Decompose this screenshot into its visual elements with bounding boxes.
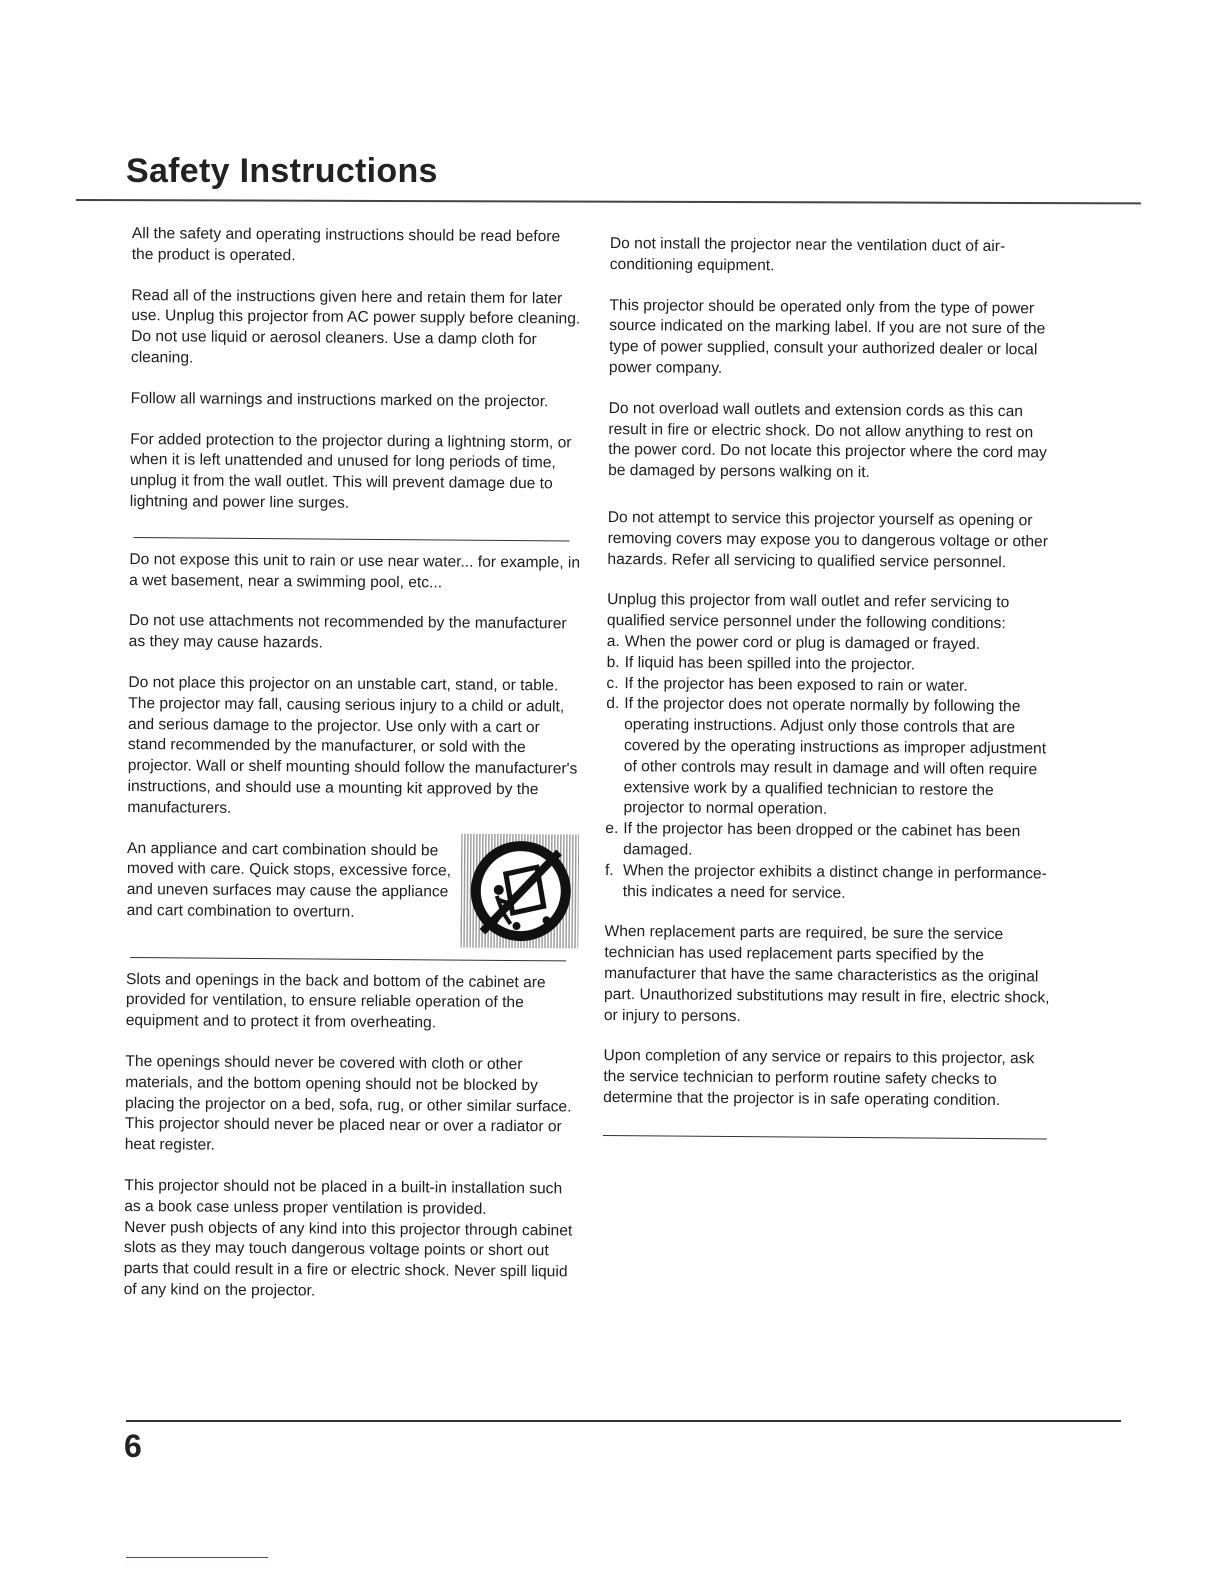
bottom-mark-line: [126, 1557, 268, 1558]
replacement-parts-paragraph: When replacement parts are required, be sure the service technician has used replacement parts specified by the manufacturer that have the same characteristics as the original part. Unauthorized substitutions may result in fire, electric shock, or injury to persons.: [603, 923, 1050, 1025]
list-item: f. When the projector exhibits a distinct change in performance-this indicates a need for service.: [604, 861, 1047, 902]
safety-check-paragraph: Upon completion of any service or repairs to this projector, ask the service technician to perform routine safety checks to determine that the projector is in safe operating condition.: [603, 1047, 1035, 1109]
cart-tip-over-warning-icon: [460, 833, 579, 948]
read-instructions-paragraph: Read all of the instructions given here and retain them for later use. Unplug this projector from AC power supply before cleaning. Do not use liquid or aerosol cleaners. Use a damp cloth for cleaning.: [130, 286, 581, 367]
section-divider: [603, 1135, 1047, 1139]
unstable-cart-paragraph: Do not place this projector on an unstable cart, stand, or table. The projector may fall, causing serious injury to a child or adult, and serious damage to the projector. Use only with a cart or stand recommended by the manufacturer, or sold with the projector. Wall or shelf mounting should follow the manufacturer's instructions, and should use a mounting kit approved by the manufacturers.: [127, 673, 578, 817]
list-item: d. If the projector does not operate normally by following the operating instructions. Adjust only those controls that are covered by the operating instructions as improper adjustment of other controls may result in damage and will often require extensive work by a qualified technician to restore the projector to normal operation.: [606, 695, 1047, 819]
overload-paragraph: Do not overload wall outlets and extension cords as this can result in fire or electric shock. Do not allow anything to rest on the power cord. Do not locate this projector where the cord may be damaged by persons walking on it.: [608, 399, 1047, 482]
intro-paragraph: All the safety and operating instructions should be read before the product is operated.: [131, 224, 561, 265]
objects-paragraph: Never push objects of any kind into this projector through cabinet slots as they may touch dangerous voltage points or short out parts that could result in a fire or electric shock. Never spill liquid of any kind on the projector.: [123, 1218, 573, 1300]
title-underline: [76, 199, 1141, 204]
power-source-paragraph: This projector should be operated only from the type of power source indicated on the marking label. If you are not sure of the type of power supplied, consult your authorized dealer or local power company.: [608, 296, 1046, 377]
left-column: [124, 224, 584, 1304]
attachments-paragraph: Do not use attachments not recommended by the manufacturer as they may cause hazards.: [128, 612, 567, 652]
list-item: e. If the projector has been dropped or the cabinet has been damaged.: [605, 820, 1021, 859]
page-number: 6: [124, 1428, 142, 1464]
service-paragraph: Do not attempt to service this projector yourself as opening or removing covers may expose you to dangerous voltage or other hazards. Refer all servicing to qualified service personnel.: [607, 508, 1049, 571]
footer-rule: [126, 1420, 1121, 1422]
list-item: b. If liquid has been spilled into the projector.: [606, 653, 916, 674]
openings-paragraph: The openings should never be covered with cloth or other materials, and the bottom opening should not be blocked by placing the projector on a bed, sofa, rug, or other similar surface. This projector should never be placed near or over a radiator or heat register.: [124, 1052, 572, 1154]
right-column: [603, 234, 1056, 1139]
unplug-conditions-paragraph: Unplug this projector from wall outlet and refer servicing to qualified service personnel under the following conditions:: [606, 591, 1010, 633]
appliance-cart-block: [126, 839, 579, 949]
section-divider: [134, 537, 570, 541]
ventilation-slots-paragraph: Slots and openings in the back and bottom of the cabinet are provided for ventilation, to ensure reliable operation of the equipment and to protect it from overheating.: [125, 970, 546, 1032]
appliance-cart-paragraph: An appliance and cart combination should be moved with care. Quick stops, excessive force, and uneven surfaces may cause the appliance and cart combination to overturn.: [126, 839, 452, 921]
list-item: c. If the projector has been exposed to rain or water.: [606, 674, 968, 695]
lightning-paragraph: For added protection to the projector during a lightning storm, or when it is left unattended and unused for long periods of time, unplug it from the wall outlet. This will prevent damage due to lightning and power line surges.: [129, 430, 572, 512]
follow-warnings-paragraph: Follow all warnings and instructions marked on the projector.: [130, 389, 549, 411]
section-divider: [130, 957, 566, 961]
page-title: Safety Instructions: [126, 152, 438, 190]
water-paragraph: Do not expose this unit to rain or use near water... for example, in a wet basement, near a swimming pool, etc...: [129, 550, 581, 592]
built-in-paragraph: This projector should not be placed in a built-in installation such as a book case unless proper ventilation is provided.: [124, 1176, 563, 1218]
ventilation-duct-paragraph: Do not install the projector near the ventilation duct of air-conditioning equipment.: [609, 234, 1006, 275]
conditions-list: [605, 632, 1053, 906]
list-item: a. When the power cord or plug is damaged or frayed.: [606, 632, 981, 653]
